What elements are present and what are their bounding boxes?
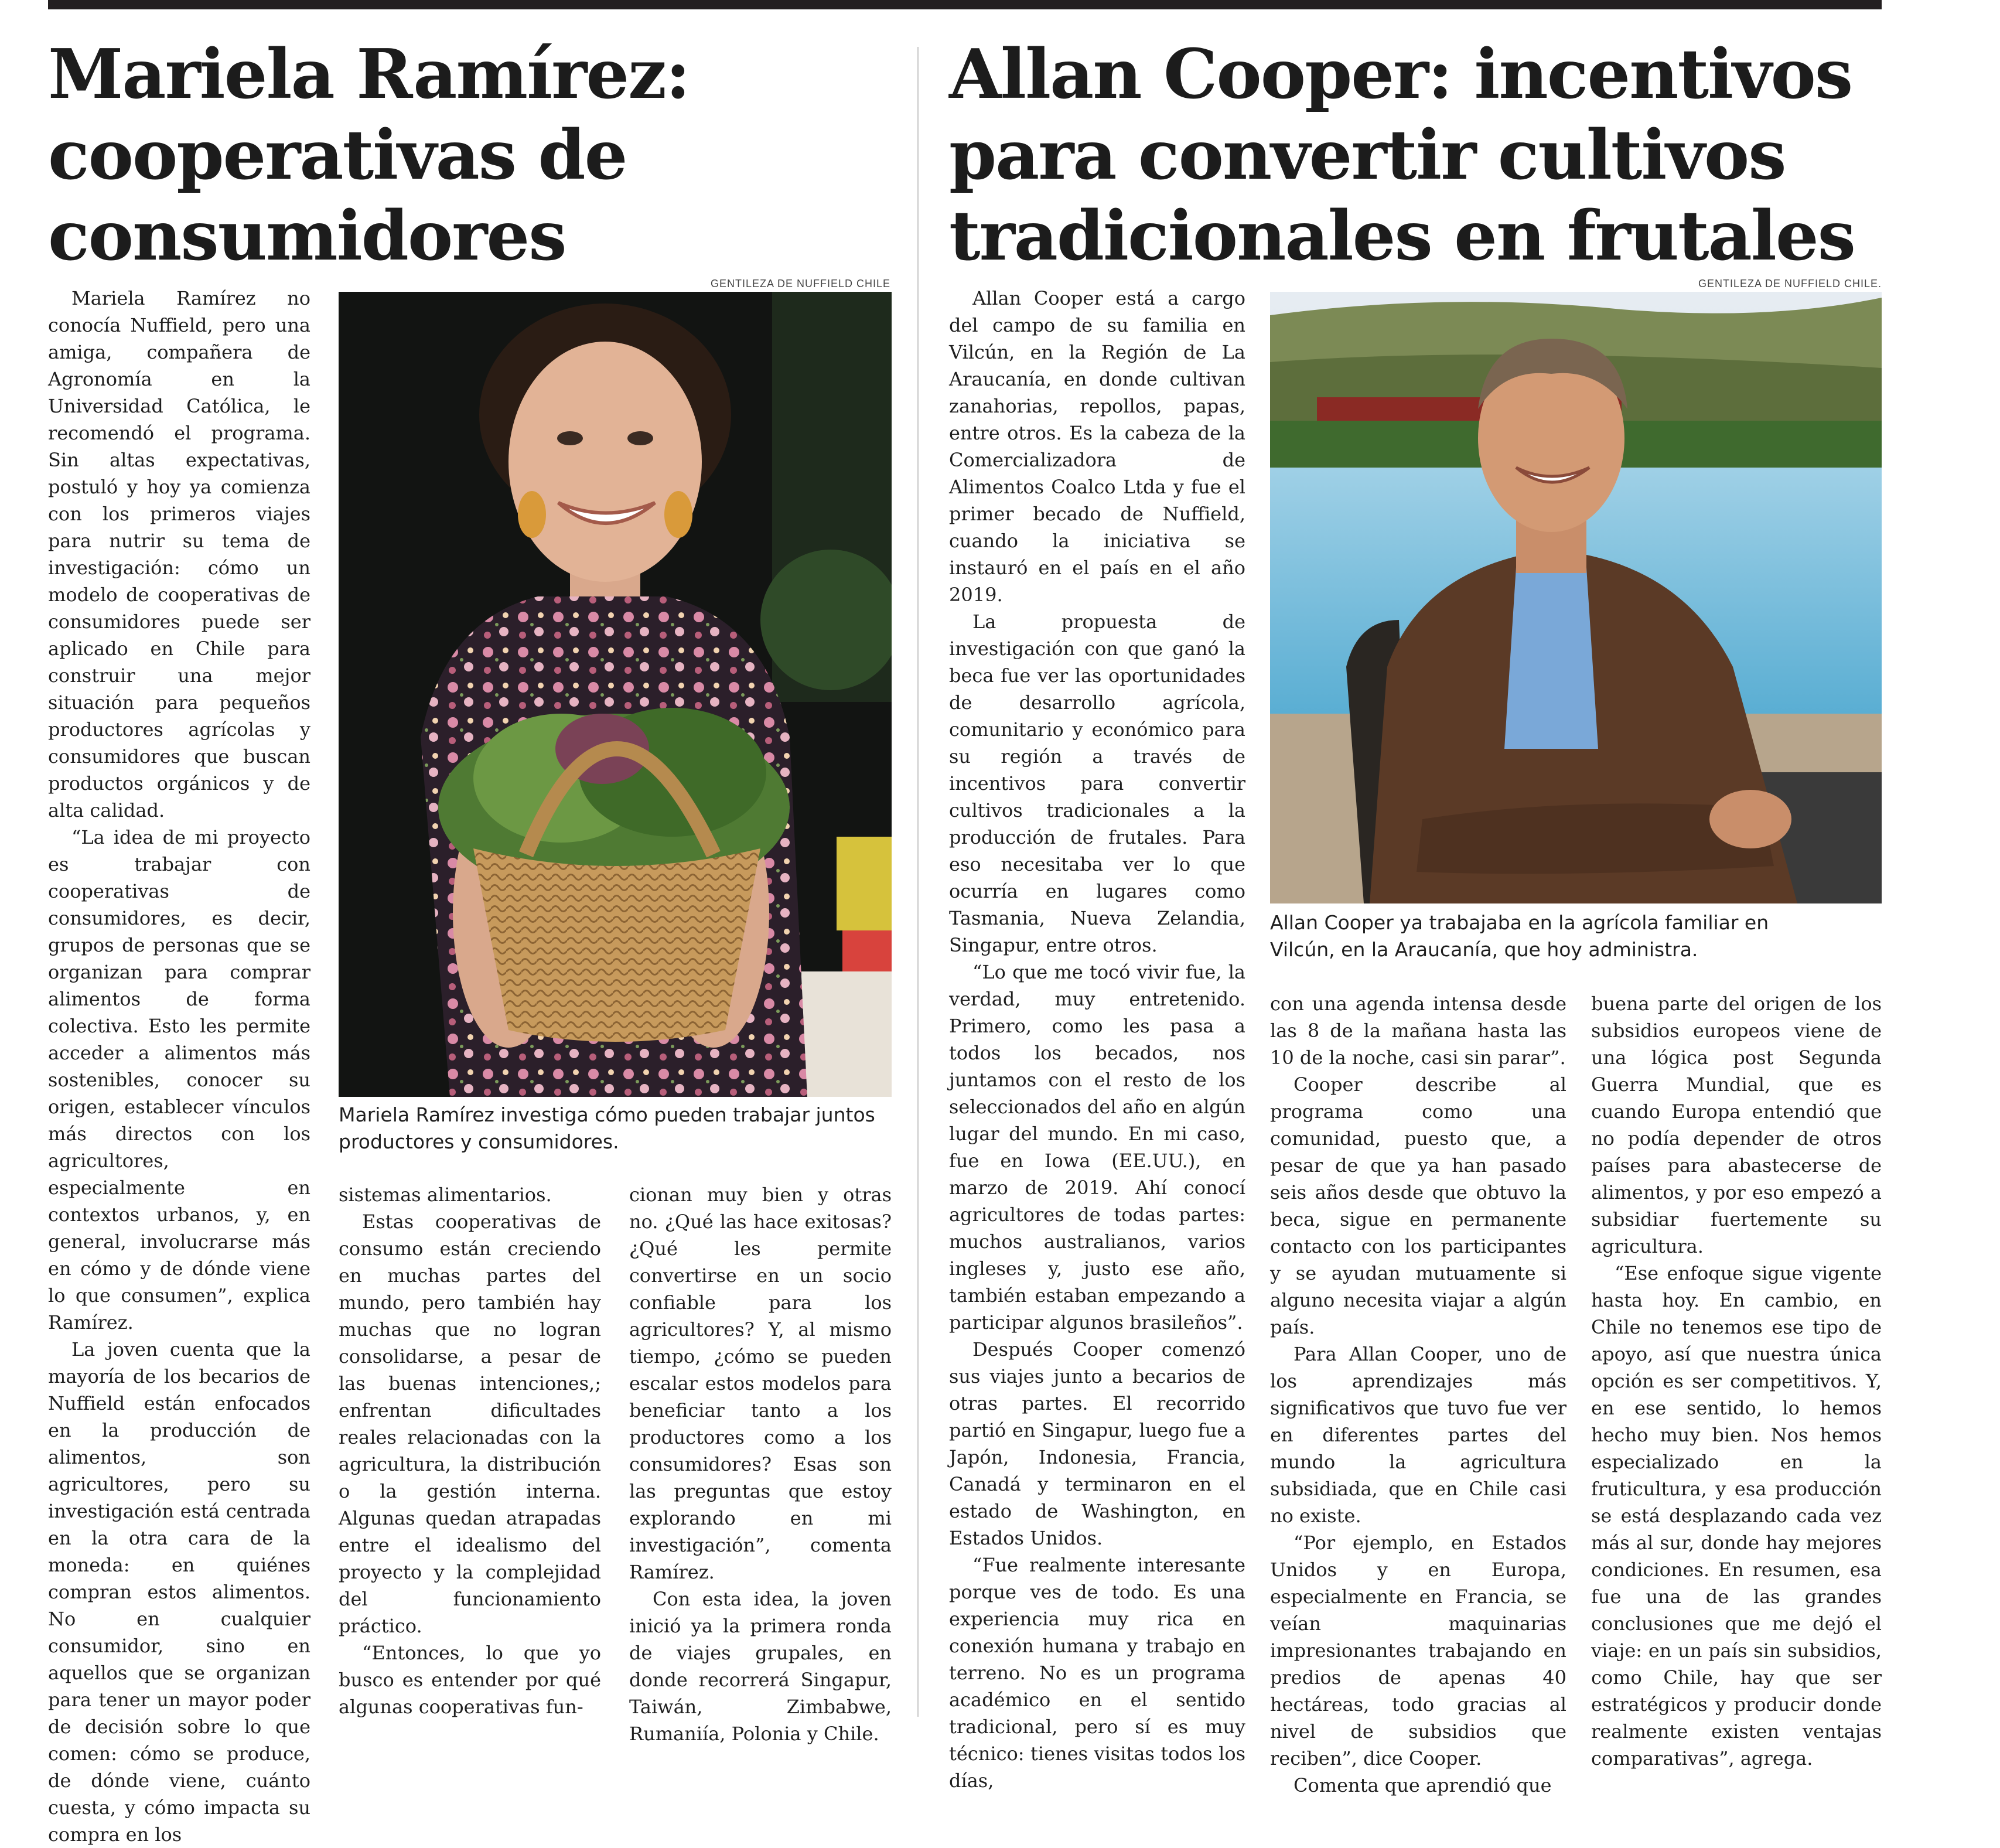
right-article-headline xyxy=(949,34,1882,277)
left-article-column-3 xyxy=(629,1181,892,1747)
left-article-column-1 xyxy=(48,285,310,1848)
left-article-column-2 xyxy=(339,1181,601,1720)
right-article-column-2 xyxy=(1270,990,1566,1799)
allan-cooper-image xyxy=(1270,292,1882,903)
left-photo-caption: Mariela Ramírez investiga cómo pueden trabajar juntos productores y consumidores. xyxy=(339,1103,875,1153)
left-col1-paragraph-3: La joven cuenta que la mayoría de los becarios de Nuffield están enfocados en la producción de alimentos, son agricultores, pero su investigación está centrada en la otra cara de la moneda: en quiénes compran estos alimentos. No en cualquier consumidor, sino en aquellos que se organizan para tener un mayor poder de decisión sobre lo que comen: cómo se produce, de dónde viene, cuánto cuesta, y cómo impacta su compra en los xyxy=(48,1338,310,1846)
right-col2-paragraph-4: “Por ejemplo, en Estados Unidos y en Europa, especialmente en Francia, se veían maquinarias impresionantes trabajando en predios de apenas 40 hectáreas, todo gracias al nivel de subsidios que reciben”, dice Cooper. xyxy=(1270,1532,1566,1769)
left-col2-paragraph-1: sistemas alimentarios. xyxy=(339,1184,552,1206)
left-article-headline xyxy=(48,34,892,277)
right-col2-paragraph-1: con una agenda intensa desde las 8 de la mañana hasta las 10 de la noche, casi sin parar”. xyxy=(1270,993,1566,1069)
right-photo-caption: Allan Cooper ya trabajaba en la agrícola familiar en Vilcún, en la Araucanía, que hoy administra. xyxy=(1270,911,1769,961)
left-col2-paragraph-2: Estas cooperativas de consumo están creciendo en muchas partes del mundo, pero también hay muchas que no logran consolidarse, a pesar de las buenas intenciones,; enfrentan dificultades reales relacionadas con la agricultura, la distribución o la gestión interna. Algunas quedan atrapadas entre el idealismo del proyecto y la complejidad del funcionamiento práctico. xyxy=(339,1211,601,1637)
right-headline-line-3: tradicionales en frutales xyxy=(949,196,1855,276)
right-photo-credit: GENTILEZA DE NUFFIELD CHILE. xyxy=(1698,278,1882,289)
right-col1-paragraph-1: Allan Cooper está a cargo del campo de su familia en Vilcún, en la Región de La Araucanía, en donde cultivan zanahorias, repollos, papas, entre otros. Es la cabeza de la Comercializadora de Alimentos Coalco Ltda y fue el primer becado de Nuffield, cuando la iniciativa se instauró en el país en el año 2019. xyxy=(949,287,1245,606)
column-divider xyxy=(917,47,919,1717)
right-col2-paragraph-2: Cooper describe al programa como una comunidad, puesto que, a pesar de que ya han pasado seis años desde que obtuvo la beca, sigue en permanente contacto con los participantes y se ayudan mutuamente si alguno necesita viajar a algún país. xyxy=(1270,1073,1566,1338)
right-headline-line-1: Allan Cooper: incentivos xyxy=(949,35,1852,114)
right-col3-paragraph-2: “Ese enfoque sigue vigente hasta hoy. En cambio, en Chile no tenemos ese tipo de apoyo, así que nuestra única opción es ser competitivos. Y, en ese sentido, lo hemos hecho muy bien. Nos hemos especializado en la fruticultura, y esa producción se está desplazando cada vez más al sur, donde hay mejores condiciones. En resumen, esa fue una de las grandes conclusiones que me dejó el viaje: en un país sin subsidios, como Chile, hay que ser estratégicos y producir donde realmente existen ventajas comparativas”, agrega. xyxy=(1591,1262,1882,1769)
right-article-column-1 xyxy=(949,285,1245,1794)
left-col1-paragraph-2: “La idea de mi proyecto es trabajar con cooperativas de consumidores, es decir, grupos de personas que se organizan para comprar alimentos de forma colectiva. Esto les permite acceder a alimentos más sostenibles, conocer su origen, establecer vínculos más directos con los agricultores, especialmente en contextos urbanos, y, en general, involucrarse más en cómo y de dónde viene lo que consumen”, explica Ramírez. xyxy=(48,826,310,1334)
right-headline-line-2: para convertir cultivos xyxy=(949,115,1786,195)
right-col1-paragraph-5: “Fue realmente interesante porque ves de todo. Es una experiencia muy rica en conexión humana y trabajo en terreno. No es un programa académico en el sentido tradicional, pero sí es muy técnico: tienes visitas todos los días, xyxy=(949,1554,1245,1792)
right-col2-paragraph-3: Para Allan Cooper, uno de los aprendizajes más significativos que tuvo fue ver en diferentes partes del mundo la agricultura subsidiada, que en Chile casi no existe. xyxy=(1270,1343,1566,1527)
left-col3-paragraph-2: Con esta idea, la joven inició ya la primera ronda de viajes grupales, en donde recorrerá Singapur, Taiwán, Zimbabwe, Rumaniía, Polonia y Chile. xyxy=(629,1588,892,1745)
right-col1-paragraph-2: La propuesta de investigación con que ganó la beca fue ver las oportunidades de desarrollo agrícola, comunitario y económico para su región a través de incentivos para convertir cultivos tradicionales a la producción de frutales. Para eso necesitaba ver lo que ocurría en lugares como Tasmania, Nueva Zelandia, Singapur, entre otros. xyxy=(949,611,1245,956)
left-photo-credit: GENTILEZA DE NUFFIELD CHILE xyxy=(710,278,890,289)
right-article-column-3 xyxy=(1591,990,1882,1772)
left-headline-line-1: Mariela Ramírez: xyxy=(48,35,690,114)
left-headline-line-2: cooperativas de xyxy=(48,115,627,195)
right-col1-paragraph-3: “Lo que me tocó vivir fue, la verdad, muy entretenido. Primero, como les pasa a todos los becados, nos juntamos con el resto de los seleccionados del año en algún lugar del mundo. En mi caso, fue en Iowa (EE.UU.), en marzo de 2019. Ahí conocí agricultores de todas partes: muchos australianos, varios ingleses y, justo ese año, también estaban empezando a participar algunos brasileños”. xyxy=(949,961,1245,1334)
right-col3-paragraph-1: buena parte del origen de los subsidios europeos viene de una lógica post Segunda Guerra Mundial, que es cuando Europa entendió que no podía depender de otros países para abastecerse de alimentos, y por eso empezó a subsidiar fuertemente su agricultura. xyxy=(1591,993,1882,1257)
mariela-ramirez-photo xyxy=(339,292,892,1097)
left-col1-paragraph-1: Mariela Ramírez no conocía Nuffield, pero una amiga, compañera de Agronomía en la Universidad Católica, le recomendó el programa. Sin altas expectativas, postuló y hoy ya comienza con los primeros viajes para nutrir su tema de investigación: cómo un modelo de cooperativas de consumidores puede ser aplicado en Chile para construir una mejor situación para pequeños productores agrícolas y consumidores que buscan productos orgánicos y de alta calidad. xyxy=(48,287,310,821)
left-headline-line-3: consumidores xyxy=(48,196,566,276)
right-col1-paragraph-4: Después Cooper comenzó sus viajes junto a becarios de otras partes. El recorrido partió en Singapur, luego fue a Japón, Indonesia, Francia, Canadá y terminaron en el estado de Washington, en Estados Unidos. xyxy=(949,1338,1245,1549)
left-col2-paragraph-3: “Entonces, lo que yo busco es entender por qué algunas cooperativas fun- xyxy=(339,1642,601,1718)
top-rule xyxy=(48,0,1882,9)
right-col2-paragraph-5: Comenta que aprendió que xyxy=(1293,1774,1552,1796)
mariela-ramirez-image xyxy=(339,292,892,1097)
left-col3-paragraph-1: cionan muy bien y otras no. ¿Qué las hace exitosas? ¿Qué les permite convertirse en un socio confiable para los agricultores? Y, al mismo tiempo, ¿cómo se pueden escalar estos modelos para beneficiar tanto a los productores como a los consumidores? Esas son las preguntas que estoy explorando en mi investigación”, comenta Ramírez. xyxy=(629,1184,892,1583)
allan-cooper-photo xyxy=(1270,292,1882,903)
